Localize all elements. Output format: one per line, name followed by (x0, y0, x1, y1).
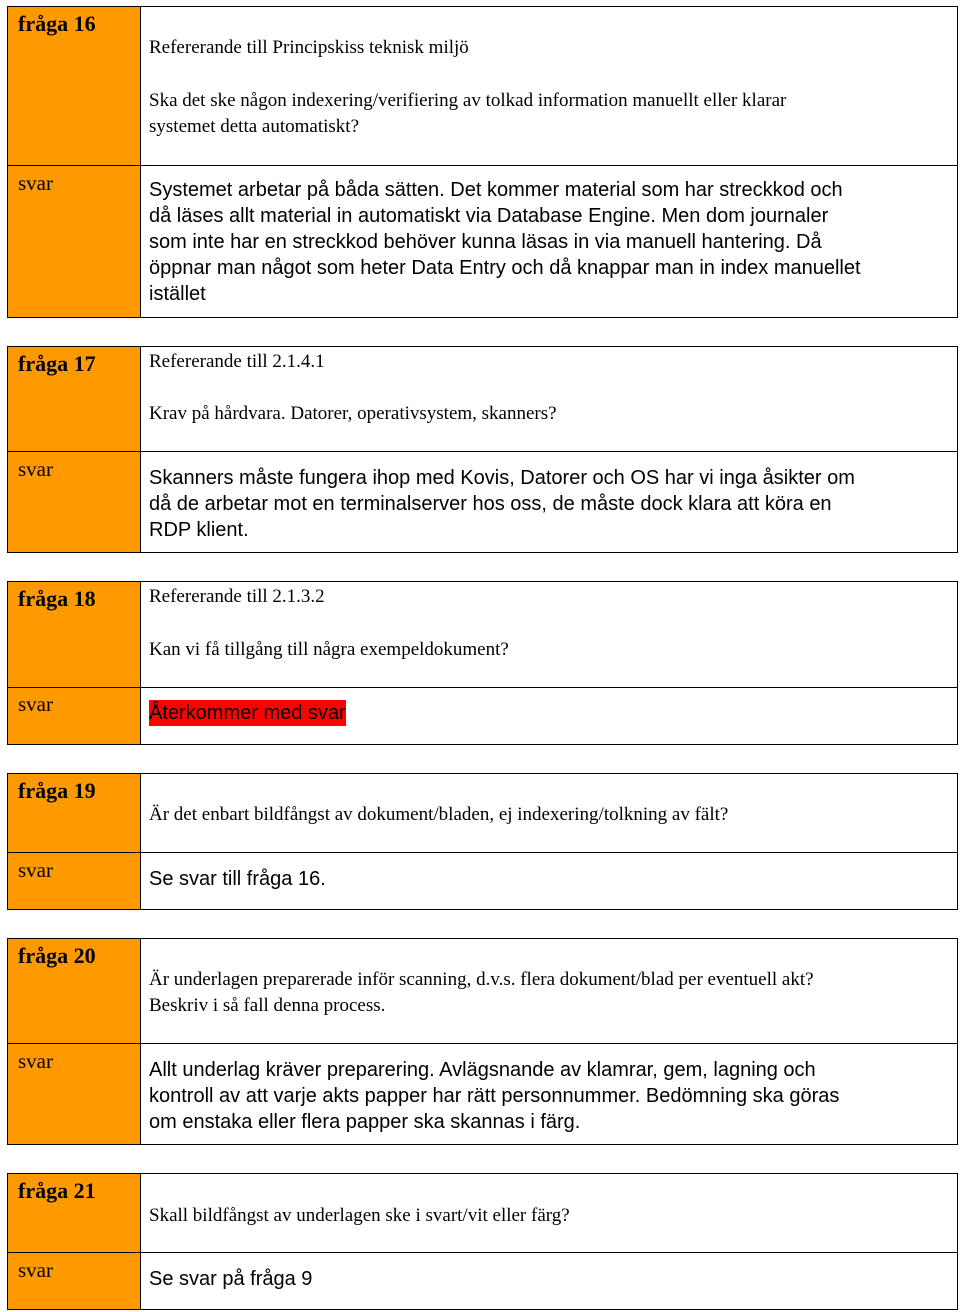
answer-text: Skanners måste fungera ihop med Kovis, Datorer och OS har vi inga åsikter om (149, 467, 855, 489)
answer-text: kontroll av att varje akts papper har rätt personnummer. Bedömning ska göras (149, 1085, 840, 1107)
answer-text: då läses allt material in automatiskt via Database Engine. Men dom journaler (149, 205, 829, 227)
question-reference: Refererande till 2.1.3.2 (149, 586, 325, 607)
question-text: systemet detta automatiskt? (149, 116, 360, 137)
answer-text: istället (149, 283, 206, 305)
question-label: fråga 16 (18, 11, 96, 36)
question-block-16 (7, 6, 958, 318)
answer-label: svar (18, 457, 53, 481)
answer-text: som inte har en streckkod behöver kunna läsas in via manuell hantering. Då (149, 231, 822, 253)
question-text: Ska det ske någon indexering/verifiering av tolkad information manuellt eller klarar (149, 90, 787, 111)
row-divider (8, 165, 957, 166)
answer-text: RDP klient. (149, 519, 249, 541)
row-divider (8, 1252, 957, 1253)
answer-label: svar (18, 1258, 53, 1282)
question-block-18 (7, 581, 958, 745)
answer-text: Allt underlag kräver preparering. Avlägsnande av klamrar, gem, lagning och (149, 1059, 816, 1081)
question-label: fråga 18 (18, 586, 96, 611)
label-column (8, 939, 141, 1144)
question-label: fråga 20 (18, 943, 96, 968)
question-text: Är det enbart bildfångst av dokument/bladen, ej indexering/tolkning av fält? (149, 804, 729, 825)
answer-text: Systemet arbetar på båda sätten. Det kommer material som har streckkod och (149, 179, 843, 201)
question-label: fråga 17 (18, 351, 96, 376)
answer-text: öppnar man något som heter Data Entry och då knappar man in index manuellet (149, 257, 861, 279)
answer-text: då de arbetar mot en terminalserver hos oss, de måste dock klara att köra en (149, 493, 832, 515)
question-block-19 (7, 773, 958, 910)
question-text: Krav på hårdvara. Datorer, operativsystem, skanners? (149, 403, 557, 424)
answer-label: svar (18, 171, 53, 195)
answer-text: Se svar till fråga 16. (149, 868, 326, 890)
question-label: fråga 21 (18, 1178, 96, 1203)
answer-label: svar (18, 1049, 53, 1073)
question-text: Kan vi få tillgång till några exempeldokument? (149, 639, 509, 660)
question-block-17 (7, 346, 958, 553)
question-reference: Refererande till 2.1.4.1 (149, 351, 325, 372)
label-column (8, 347, 141, 552)
question-reference: Refererande till Principskiss teknisk miljö (149, 37, 469, 58)
row-divider (8, 451, 957, 452)
question-text: Är underlagen preparerade inför scanning, d.v.s. flera dokument/blad per eventuell akt? (149, 969, 814, 990)
answer-label: svar (18, 692, 53, 716)
question-label: fråga 19 (18, 778, 96, 803)
question-block-21 (7, 1173, 958, 1310)
question-block-20 (7, 938, 958, 1145)
label-column (8, 7, 141, 317)
answer-text: om enstaka eller flera papper ska skannas i färg. (149, 1111, 581, 1133)
row-divider (8, 687, 957, 688)
row-divider (8, 1043, 957, 1044)
question-text: Beskriv i så fall denna process. (149, 995, 386, 1016)
row-divider (8, 852, 957, 853)
answer-label: svar (18, 858, 53, 882)
answer-text: Se svar på fråga 9 (149, 1268, 313, 1290)
question-text: Skall bildfångst av underlagen ske i svart/vit eller färg? (149, 1205, 570, 1226)
answer-text-highlighted: Återkommer med svar (149, 702, 346, 724)
